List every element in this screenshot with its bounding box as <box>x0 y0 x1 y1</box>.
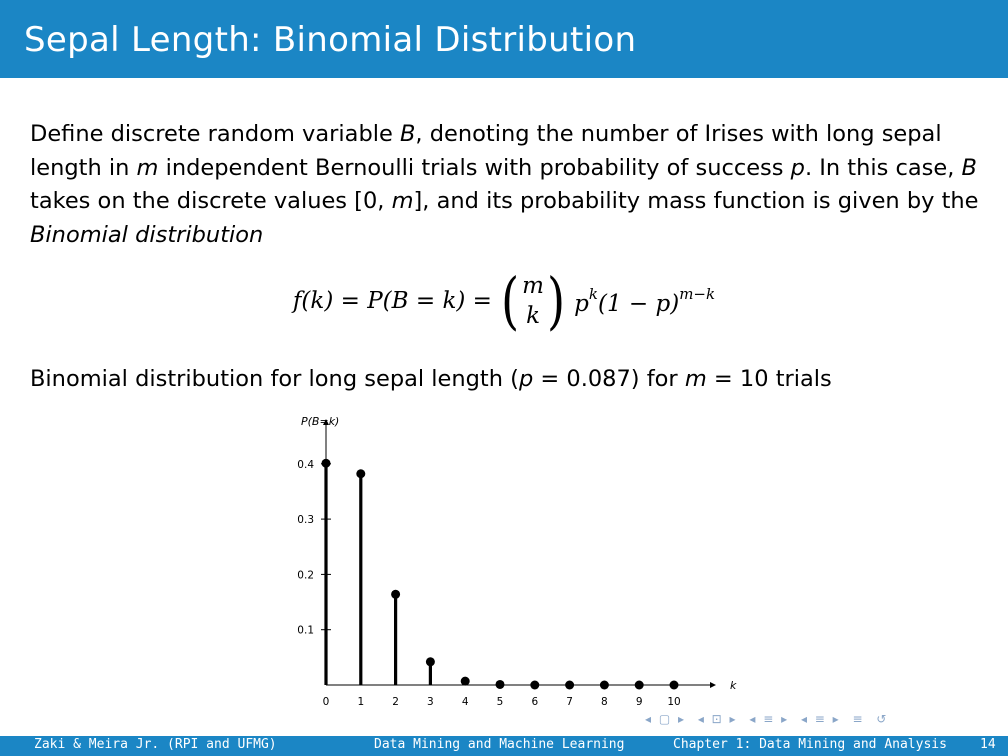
nav-section-icon[interactable]: ◂ ≡ ▸ <box>749 712 790 726</box>
paragraph-text: takes on the discrete values [0, <box>30 188 392 214</box>
footer-book: Data Mining and Machine Learning <box>374 737 625 752</box>
caption-m: m <box>684 366 707 392</box>
var-b: B <box>399 121 416 147</box>
x-tick-label: 0 <box>322 696 330 708</box>
slide-title: Sepal Length: Binomial Distribution <box>24 20 637 60</box>
title-bar <box>0 0 1008 78</box>
y-tick-label: 0.3 <box>297 514 314 527</box>
var-p: p <box>790 154 805 181</box>
y-tick-label: 0.4 <box>297 458 314 471</box>
paragraph-text: ], and its probability mass function is given by the <box>413 188 979 214</box>
footer-chapter: Chapter 1: Data Mining and Analysis <box>673 737 947 752</box>
y-axis-label: P(B=k) <box>301 415 340 428</box>
x-tick-label: 6 <box>531 696 539 708</box>
stem-point <box>600 681 609 690</box>
stem-point <box>391 590 400 599</box>
caption-text: Binomial distribution for long sepal length ( <box>30 366 519 392</box>
var-m: m <box>391 188 414 214</box>
stem-point <box>461 677 470 686</box>
stem-point <box>565 681 574 690</box>
binom-bottom: k <box>526 303 541 329</box>
stem-point <box>496 680 505 689</box>
pmf-formula <box>0 264 1008 350</box>
stem-point <box>356 469 365 478</box>
var-m: m <box>136 154 159 181</box>
x-tick-label: 9 <box>635 696 643 708</box>
paragraph-text: . In this case, <box>804 154 962 181</box>
footer-bar <box>0 736 1008 756</box>
stem-point <box>426 657 435 666</box>
x-tick-label: 7 <box>566 696 573 708</box>
caption-p: p <box>518 366 534 392</box>
caption-text: = 10 trials <box>706 366 832 392</box>
paragraph-text: , denoting the number of Irises with long sepal length in <box>30 121 942 181</box>
formula-p: p <box>574 291 589 317</box>
stem-point <box>530 681 539 690</box>
stem-point <box>670 681 679 690</box>
definition-paragraph <box>30 118 980 252</box>
binomial-coefficient: ( m k ) <box>500 264 566 337</box>
x-tick-label: 2 <box>392 696 399 708</box>
stem-point <box>322 459 331 468</box>
stem-point <box>635 681 644 690</box>
y-tick-label: 0.1 <box>297 624 314 637</box>
stem-chart-svg <box>280 405 740 715</box>
distribution-name: Binomial distribution <box>30 221 264 248</box>
x-tick-label: 1 <box>357 696 365 708</box>
nav-subsection-icon[interactable]: ◂ ⊡ ▸ <box>697 712 738 726</box>
stem-chart <box>280 405 740 715</box>
nav-align-icon[interactable]: ≡ <box>852 712 865 726</box>
chart-caption <box>30 366 832 392</box>
formula-mid-exp: m−k <box>679 285 716 303</box>
var-b: B <box>961 154 977 181</box>
nav-search-icon[interactable]: ↺ <box>876 712 889 726</box>
x-axis-label: k <box>730 679 737 692</box>
y-tick-label: 0.2 <box>297 569 314 582</box>
formula-mid: (1 − p) <box>597 291 680 317</box>
x-tick-label: 10 <box>667 696 681 708</box>
nav-chapter-icon[interactable]: ◂ ≡ ▸ <box>800 712 841 726</box>
nav-prev-frame-icon[interactable]: ◂ ▢ ▸ <box>645 712 687 726</box>
formula-lhs: f(k) = P(B = k) = <box>292 288 492 314</box>
beamer-navigation[interactable] <box>645 712 894 730</box>
x-axis-arrow <box>710 682 716 688</box>
x-tick-label: 4 <box>461 696 469 708</box>
binom-top: m <box>522 273 544 299</box>
caption-text: = 0.087) for <box>533 366 685 392</box>
footer-page-number: 14 <box>980 737 996 752</box>
x-tick-label: 8 <box>601 696 608 708</box>
x-tick-label: 3 <box>427 696 434 708</box>
paragraph-text: independent Bernoulli trials with probability of success <box>158 154 791 181</box>
formula-p-exp: k <box>588 285 598 303</box>
footer-authors: Zaki & Meira Jr. (RPI and UFMG) <box>34 737 277 752</box>
paragraph-text: Define discrete random variable <box>30 121 400 147</box>
x-tick-label: 5 <box>496 696 504 708</box>
